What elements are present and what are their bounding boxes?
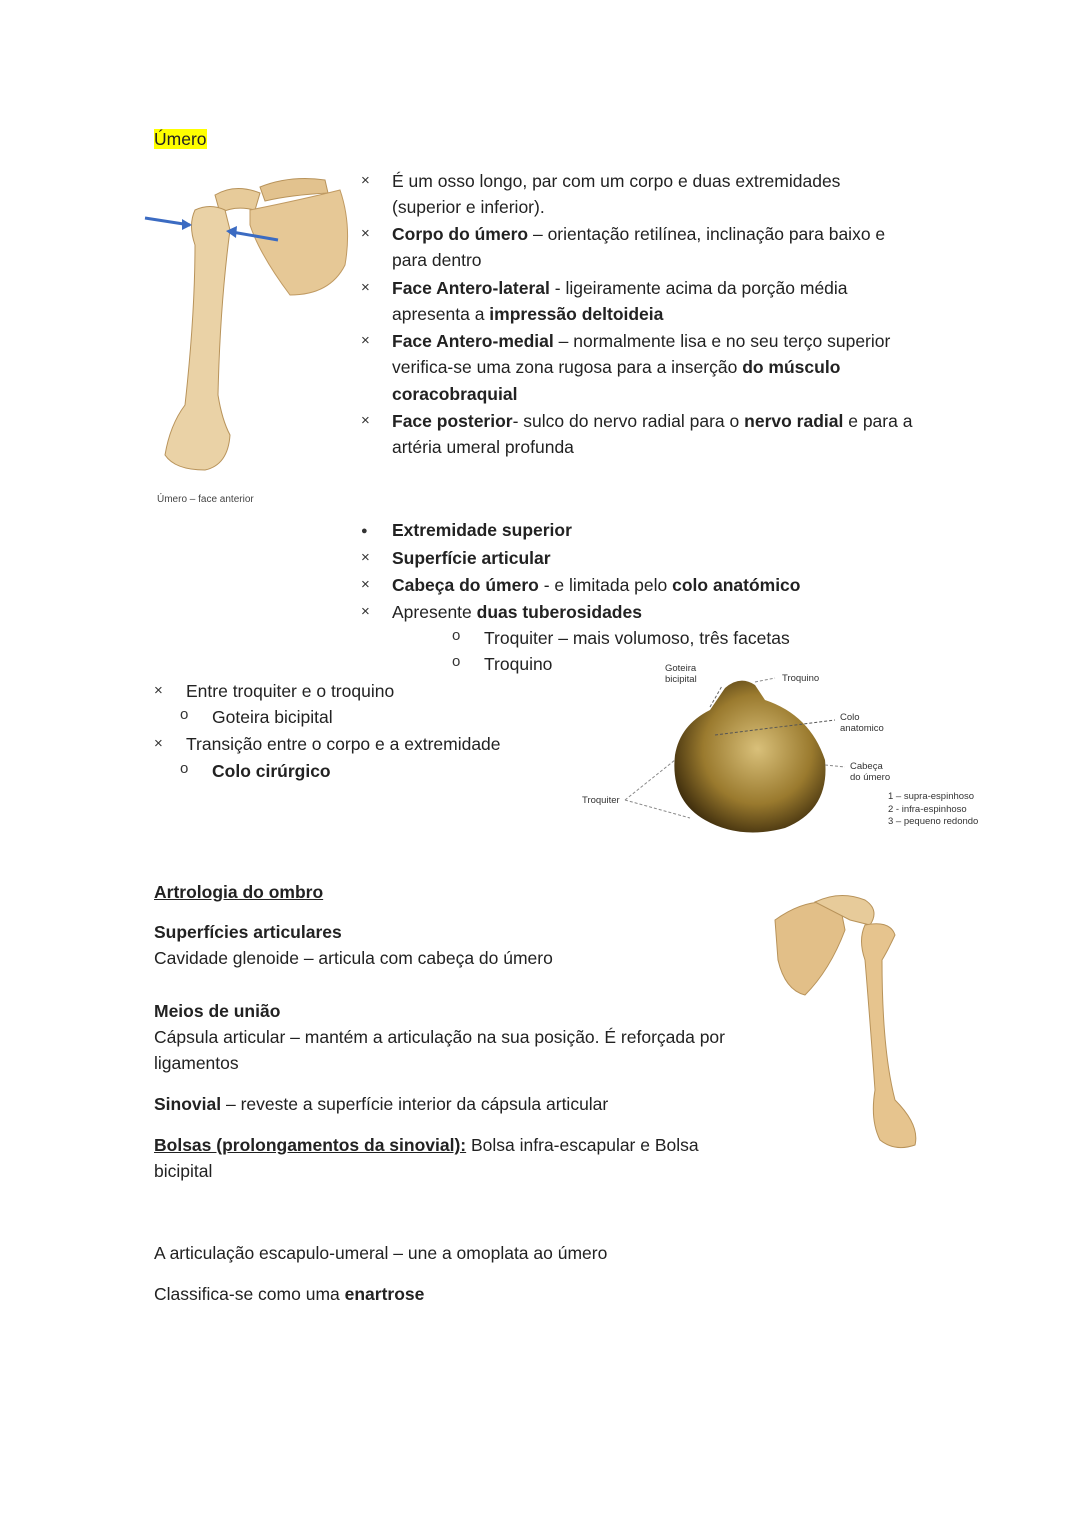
subheading: Meios de união [154, 1001, 281, 1021]
bullet-circle: o [452, 653, 461, 670]
humeral-head-figure [570, 660, 870, 840]
figure-caption: Úmero – face anterior [157, 494, 254, 505]
list-item-line [392, 194, 545, 220]
bold-text: Corpo do úmero [392, 224, 529, 244]
bullet-x: × [154, 682, 163, 699]
sub-item: Goteira bicipital [212, 707, 333, 727]
list-item: Superfície articular [392, 548, 551, 568]
text: – normalmente lisa e no seu terço superior [553, 331, 891, 351]
page-title: Úmero [154, 129, 207, 149]
text: – orientação retilínea, inclinação para baixo e [528, 224, 886, 244]
text: verifica-se uma zona rugosa para a inserção [392, 357, 743, 377]
list-item-line [392, 354, 840, 380]
bullet-x: × [361, 412, 370, 429]
bold-text: impressão deltoideia [489, 304, 664, 324]
bullet-x: × [361, 549, 370, 566]
bullet-x: × [361, 576, 370, 593]
muscle-legend: 1 – supra-espinhoso 2 - infra-espinhoso 3 – pequeno redondo [888, 791, 979, 827]
list-item-line [392, 301, 663, 327]
bullet-x: × [361, 225, 370, 242]
paragraph: Bolsas (prolongamentos da sinovial): Bolsa infra-escapular e Bolsa [154, 1135, 699, 1155]
subheading: Superfícies articulares [154, 922, 342, 942]
bullet-x: × [361, 332, 370, 349]
label-troquiter: Troquiter [582, 795, 620, 806]
bold-text: coracobraquial [392, 384, 518, 404]
section-heading: Artrologia do ombro [154, 882, 324, 902]
list-item-line [392, 168, 840, 194]
bullet-x: × [361, 603, 370, 620]
bullet-circle: o [180, 706, 189, 723]
list-item-line [392, 434, 574, 460]
paragraph: Cavidade glenoide – articula com cabeça do úmero [154, 948, 553, 968]
bullet-dot: ● [361, 525, 368, 537]
paragraph: bicipital [154, 1161, 213, 1181]
text: artéria umeral profunda [392, 437, 574, 457]
list-item: Apresente duas tuberosidades [392, 602, 642, 622]
text: (superior e inferior). [392, 197, 545, 217]
bullet-circle: o [180, 760, 189, 777]
text: É um osso longo, par com um corpo e duas extremidades [392, 171, 841, 191]
list-item-line [392, 275, 848, 301]
list-item-line [392, 408, 912, 434]
text: para dentro [392, 250, 482, 270]
list-item-line [392, 247, 482, 273]
sub-item: Colo cirúrgico [212, 761, 331, 781]
text: - sulco do nervo radial para o [512, 411, 745, 431]
label-troquino: Troquino [782, 673, 820, 684]
list-item: Cabeça do úmero - e limitada pelo colo anatómico [392, 575, 801, 595]
bold-text: Face Antero-lateral [392, 278, 550, 298]
list-item: Entre troquiter e o troquino [186, 681, 395, 701]
bold-text: nervo radial [744, 411, 844, 431]
shoulder-joint-figure [770, 890, 930, 1155]
bold-text: do músculo [742, 357, 841, 377]
bullet-circle: o [452, 627, 461, 644]
bullet-x: × [154, 735, 163, 752]
label-goteira: Goteira bicipital [665, 663, 697, 685]
text: apresenta a [392, 304, 490, 324]
text: e para a [843, 411, 913, 431]
text: - ligeiramente acima da porção média [549, 278, 848, 298]
paragraph: Cápsula articular – mantém a articulação na sua posição. É reforçada por [154, 1027, 725, 1047]
sub-item: Troquiter – mais volumoso, três facetas [484, 628, 790, 648]
bold-text: Face Antero-medial [392, 331, 554, 351]
bullet-x: × [361, 172, 370, 189]
list-item-line [392, 381, 517, 407]
extremity-heading: Extremidade superior [392, 520, 572, 540]
paragraph: Classifica-se como uma enartrose [154, 1284, 425, 1304]
list-item-line [392, 221, 885, 247]
humerus-anterior-figure [140, 165, 360, 485]
bullet-x: × [361, 279, 370, 296]
list-item-line [392, 328, 890, 354]
list-item: Transição entre o corpo e a extremidade [186, 734, 501, 754]
paragraph: ligamentos [154, 1053, 239, 1073]
bold-text: Face posterior [392, 411, 513, 431]
label-cabeca: Cabeça do úmero [850, 761, 891, 783]
paragraph: A articulação escapulo-umeral – une a omoplata ao úmero [154, 1243, 608, 1263]
label-colo: Colo anatomico [840, 712, 884, 734]
sub-item: Troquino [484, 654, 553, 674]
paragraph: Sinovial – reveste a superfície interior da cápsula articular [154, 1094, 609, 1114]
